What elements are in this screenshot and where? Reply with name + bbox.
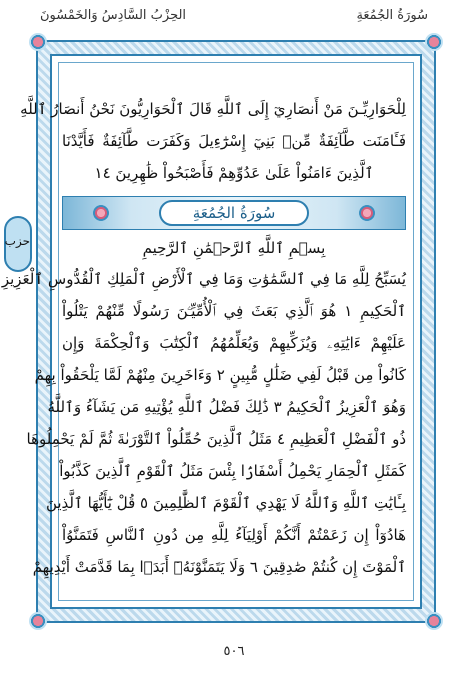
header-hizb-name: الحِزْبُ السَّادِسُ وَالخَمْسُونَ bbox=[40, 8, 187, 23]
banner-flower-left bbox=[93, 205, 109, 221]
basmala: بِسۡمِ ٱللَّهِ ٱلرَّحۡمَٰنِ ٱلرَّحِيمِ bbox=[142, 239, 326, 257]
verse-line: ٱلْمَوْتَ إِن كُنتُمْ صَٰدِقِينَ ٦ وَلَا يَتَمَنَّوْنَهُۥٓ أَبَدَۢا بِمَا قَدَّمَتْ أَيْدِيهِمْ bbox=[32, 558, 406, 576]
verse-line: كَمَثَلِ ٱلْحِمَارِ يَحْمِلُ أَسْفَارَۢا بِئْسَ مَثَلُ ٱلْقَوْمِ ٱلَّذِينَ كَذَّبُواْ bbox=[59, 462, 406, 480]
page-number: ٥٠٦ bbox=[223, 644, 245, 659]
verse-line: عَلَيْهِمْ ءَايَٰتِهِۦ وَيُزَكِّيهِمْ وَيُعَلِّمُهُمُ ٱلْكِتَٰبَ وَٱلْحِكْمَةَ وَإِن bbox=[62, 334, 406, 352]
verse-line: وَهُوَ ٱلْعَزِيزُ ٱلْحَكِيمُ ٣ ذَٰلِكَ فَضْلُ ٱللَّهِ يُؤْتِيهِ مَن يَشَآءُ وَٱللَّهُ bbox=[47, 398, 406, 416]
hizb-marker bbox=[4, 216, 32, 272]
corner-ornament bbox=[29, 612, 47, 630]
banner-flower-right bbox=[359, 205, 375, 221]
verse-line: يُسَبِّحُ لِلَّهِ مَا فِي ٱلسَّمَٰوَٰتِ وَمَا فِي ٱلْأَرْضِ ٱلْمَلِكِ ٱلْقُدُّوسِ ٱلْعَزِيزِ bbox=[1, 270, 406, 288]
surah-banner bbox=[62, 196, 406, 230]
verse-line: هَادُوٓاْ إِن زَعَمْتُمْ أَنَّكُمْ أَوْلِيَآءُ لِلَّهِ مِن دُونِ ٱلنَّاسِ فَتَمَنَّوُاْ bbox=[62, 526, 406, 544]
hizb-marker-text: حزب bbox=[4, 234, 30, 248]
header-surah-name: سُورَةُ الجُمُعَةِ bbox=[356, 8, 428, 23]
corner-ornament bbox=[29, 33, 47, 51]
verse-line: كَانُواْ مِن قَبْلُ لَفِي ضَلَٰلٍ مُّبِينٍ ٢ وَءَاخَرِينَ مِنْهُمْ لَمَّا يَلْحَقُواْ بِهِمْ bbox=[34, 366, 406, 384]
corner-ornament bbox=[425, 33, 443, 51]
corner-ornament bbox=[425, 612, 443, 630]
surah-title: سُورَةُ الجُمُعَةِ bbox=[159, 200, 309, 226]
verse-line: ٱلَّذِينَ ءَامَنُواْ عَلَىٰ عَدُوِّهِمْ فَأَصْبَحُواْ ظَٰهِرِينَ ١٤ bbox=[94, 164, 374, 182]
verse-line: فَـَٔامَنَت طَّآئِفَةٌ مِّنۢ بَنِيٓ إِسْرَٰٓءِيلَ وَكَفَرَت طَّآئِفَةٌ فَأَيَّدْنَا bbox=[62, 132, 406, 150]
verse-line: ذُو ٱلْفَضْلِ ٱلْعَظِيمِ ٤ مَثَلُ ٱلَّذِينَ حُمِّلُواْ ٱلتَّوْرَىٰةَ ثُمَّ لَمْ يَحْمِلُوهَا bbox=[26, 430, 406, 448]
verse-line: لِلْحَوَارِيِّـنَ مَنْ أَنصَارِيٓ إِلَى ٱللَّهِ قَالَ ٱلْحَوَارِيُّونَ نَحْنُ أَنصَارُ ٱللَّهِ bbox=[20, 100, 406, 118]
verse-line: بِـَٔايَٰتِ ٱللَّهِ وَٱللَّهُ لَا يَهْدِي ٱلْقَوْمَ ٱلظَّٰلِمِينَ ٥ قُلْ يَٰٓأَيُّهَا ٱلَّذِينَ bbox=[45, 494, 406, 512]
verse-line: ٱلْحَكِيمِ ١ هُوَ ٱلَّذِي بَعَثَ فِي ٱلْأُمِّيِّـۧنَ رَسُولًا مِّنْهُمْ يَتْلُواْ bbox=[62, 302, 406, 320]
